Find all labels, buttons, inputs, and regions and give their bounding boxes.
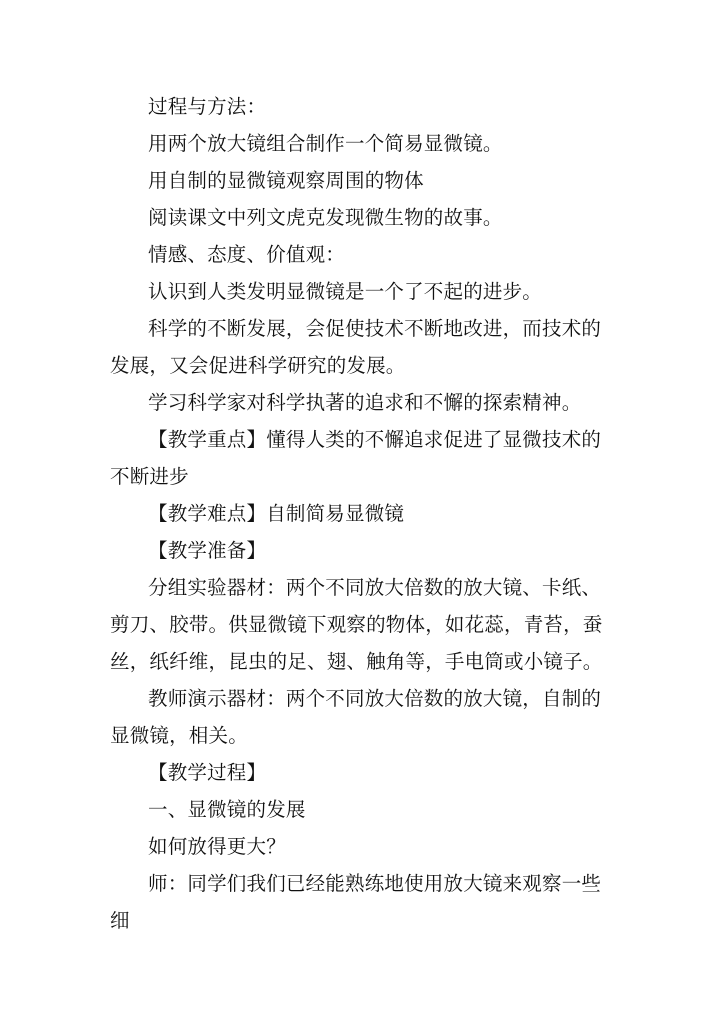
- paragraph-group-materials: 分组实验器材：两个不同放大倍数的放大镜、卡纸、剪刀、胶带。供显微镜下观察的物体，如花蕊，青苔，蚕丝，纸纤维，昆虫的足、翅、触角等，手电筒或小镜子。: [110, 576, 603, 673]
- paragraph-make-microscope: 用两个放大镜组合制作一个简易显微镜。: [148, 132, 503, 155]
- paragraph-process-method: 过程与方法：: [148, 95, 267, 118]
- paragraph-teacher-materials: 教师演示器材：两个不同放大倍数的放大镜，自制的显微镜，相关。: [110, 687, 602, 747]
- paragraph-process-heading: 【教学过程】: [148, 761, 267, 784]
- paragraph-emotion-values: 情感、态度、价值观：: [148, 243, 346, 266]
- paragraph-section-one: 一、显微镜的发展: [148, 798, 306, 821]
- paragraph-question: 如何放得更大？: [148, 835, 286, 858]
- paragraph-observe-objects: 用自制的显微镜观察周围的物体: [148, 169, 424, 192]
- paragraph-preparation-heading: 【教学准备】: [148, 539, 267, 562]
- paragraph-read-story: 阅读课文中列文虎克发现微生物的故事。: [148, 206, 503, 229]
- paragraph-teacher-speech: 师：同学们我们已经能熟练地使用放大镜来观察一些细: [110, 872, 602, 932]
- paragraph-recognize-progress: 认识到人类发明显微镜是一个了不起的进步。: [148, 280, 543, 303]
- paragraph-science-development: 科学的不断发展，会促使技术不断地改进，而技术的发展，又会促进科学研究的发展。: [110, 317, 602, 377]
- paragraph-learn-scientists: 学习科学家对科学执著的追求和不懈的探索精神。: [148, 391, 582, 414]
- paragraph-difficult-points: 【教学难点】自制简易显微镜: [148, 502, 405, 525]
- paragraph-key-points: 【教学重点】懂得人类的不懈追求促进了显微技术的不断进步: [110, 428, 602, 488]
- document-body: [110, 88, 610, 939]
